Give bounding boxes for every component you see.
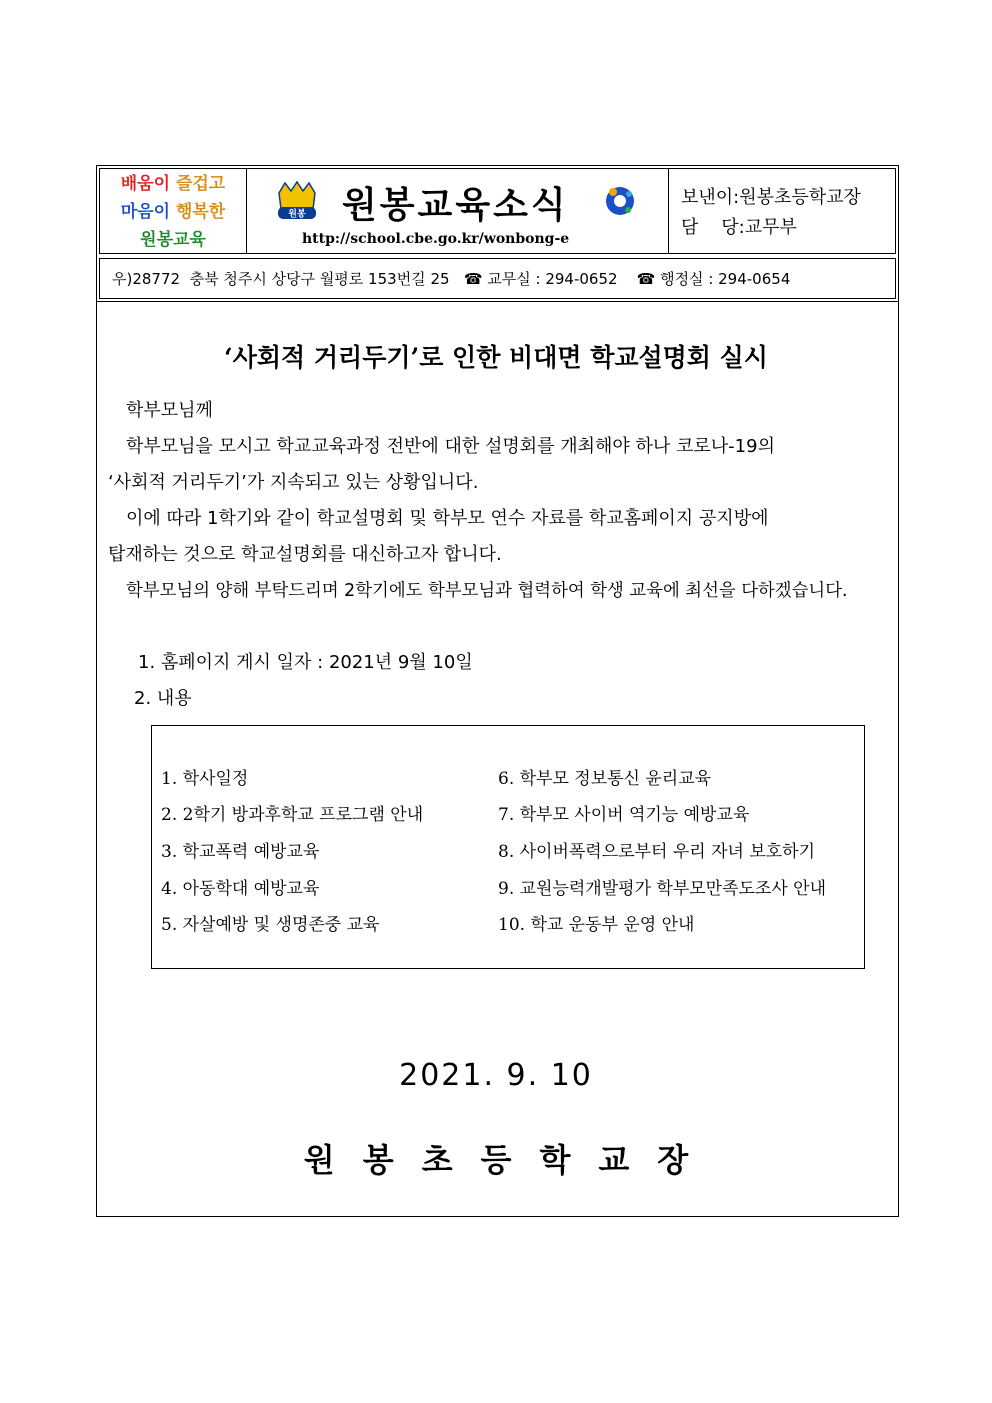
contents-item: 6. 학부모 정보통신 윤리교육 <box>498 769 712 789</box>
header-top-row <box>99 168 896 254</box>
paragraph-line: 탑재하는 것으로 학교설명회를 대신하고자 합니다. <box>108 544 502 565</box>
department-name: 담 당:교무부 <box>681 217 797 238</box>
slogan-cell <box>100 169 247 253</box>
contents-item: 5. 자살예방 및 생명존중 교육 <box>161 915 380 935</box>
school-url: http://school.cbe.go.kr/wonbong-e <box>302 231 570 247</box>
newsletter-header <box>96 165 899 302</box>
slogan-word: 즐겁고 <box>175 174 226 194</box>
slogan-word: 행복한 <box>175 202 226 222</box>
sender-name: 보낸이:원봉초등학교장 <box>681 187 861 208</box>
slogan-word: 배움이 <box>120 174 171 194</box>
newsletter-title: 원봉교육소식 <box>342 185 569 226</box>
paragraph-line: ‘사회적 거리두기’가 지속되고 있는 상황입니다. <box>108 472 479 493</box>
slogan-word: 마음이 <box>120 202 171 222</box>
document-date: 2021. 9. 10 <box>399 1058 593 1093</box>
contents-item: 3. 학교폭력 예방교육 <box>161 842 320 862</box>
signer-name: 원봉초등학교장 <box>303 1141 717 1179</box>
list-item: 2. 내용 <box>134 688 192 709</box>
contents-item: 1. 학사일정 <box>161 769 249 789</box>
paragraph-line: 이에 따라 1학기와 같이 학교설명회 및 학부모 연수 자료를 학교홈페이지 공지방에 <box>126 508 769 529</box>
address-contact: 우)28772 충북 청주시 상당구 월평로 153번길 25 ☎ 교무실 : 294-0652 ☎ 행정실 : 294-0654 <box>112 270 791 288</box>
document-title: ‘사회적 거리두기’로 인한 비대면 학교설명회 실시 <box>224 343 768 372</box>
contents-item: 10. 학교 운동부 운영 안내 <box>498 915 695 935</box>
list-item: 1. 홈페이지 게시 일자 : 2021년 9월 10일 <box>138 652 473 673</box>
contents-item: 9. 교원능력개발평가 학부모만족도조사 안내 <box>498 879 827 899</box>
slogan-word: 원봉교육 <box>140 230 206 250</box>
education-emblem-icon <box>602 183 638 219</box>
paragraph-line: 학부모님의 양해 부탁드리며 2학기에도 학부모님과 협력하여 학생 교육에 최선을 다하겠습니다. <box>126 581 848 601</box>
logo-label: 원봉 <box>288 209 306 220</box>
contents-item: 2. 2학기 방과후학교 프로그램 안내 <box>161 805 424 825</box>
contents-item: 4. 아동학대 예방교육 <box>161 879 320 899</box>
title-cell <box>247 169 669 253</box>
paragraph-line: 학부모님을 모시고 학교교육과정 전반에 대한 설명회를 개최해야 하나 코로나-19의 <box>126 436 775 457</box>
contents-box <box>151 725 865 969</box>
school-logo-icon <box>275 179 319 223</box>
salutation: 학부모님께 <box>126 400 213 421</box>
sender-cell <box>669 169 895 253</box>
address-row <box>99 258 896 299</box>
contents-item: 7. 학부모 사이버 역기능 예방교육 <box>498 805 750 825</box>
contents-item: 8. 사이버폭력으로부터 우리 자녀 보호하기 <box>498 842 816 862</box>
